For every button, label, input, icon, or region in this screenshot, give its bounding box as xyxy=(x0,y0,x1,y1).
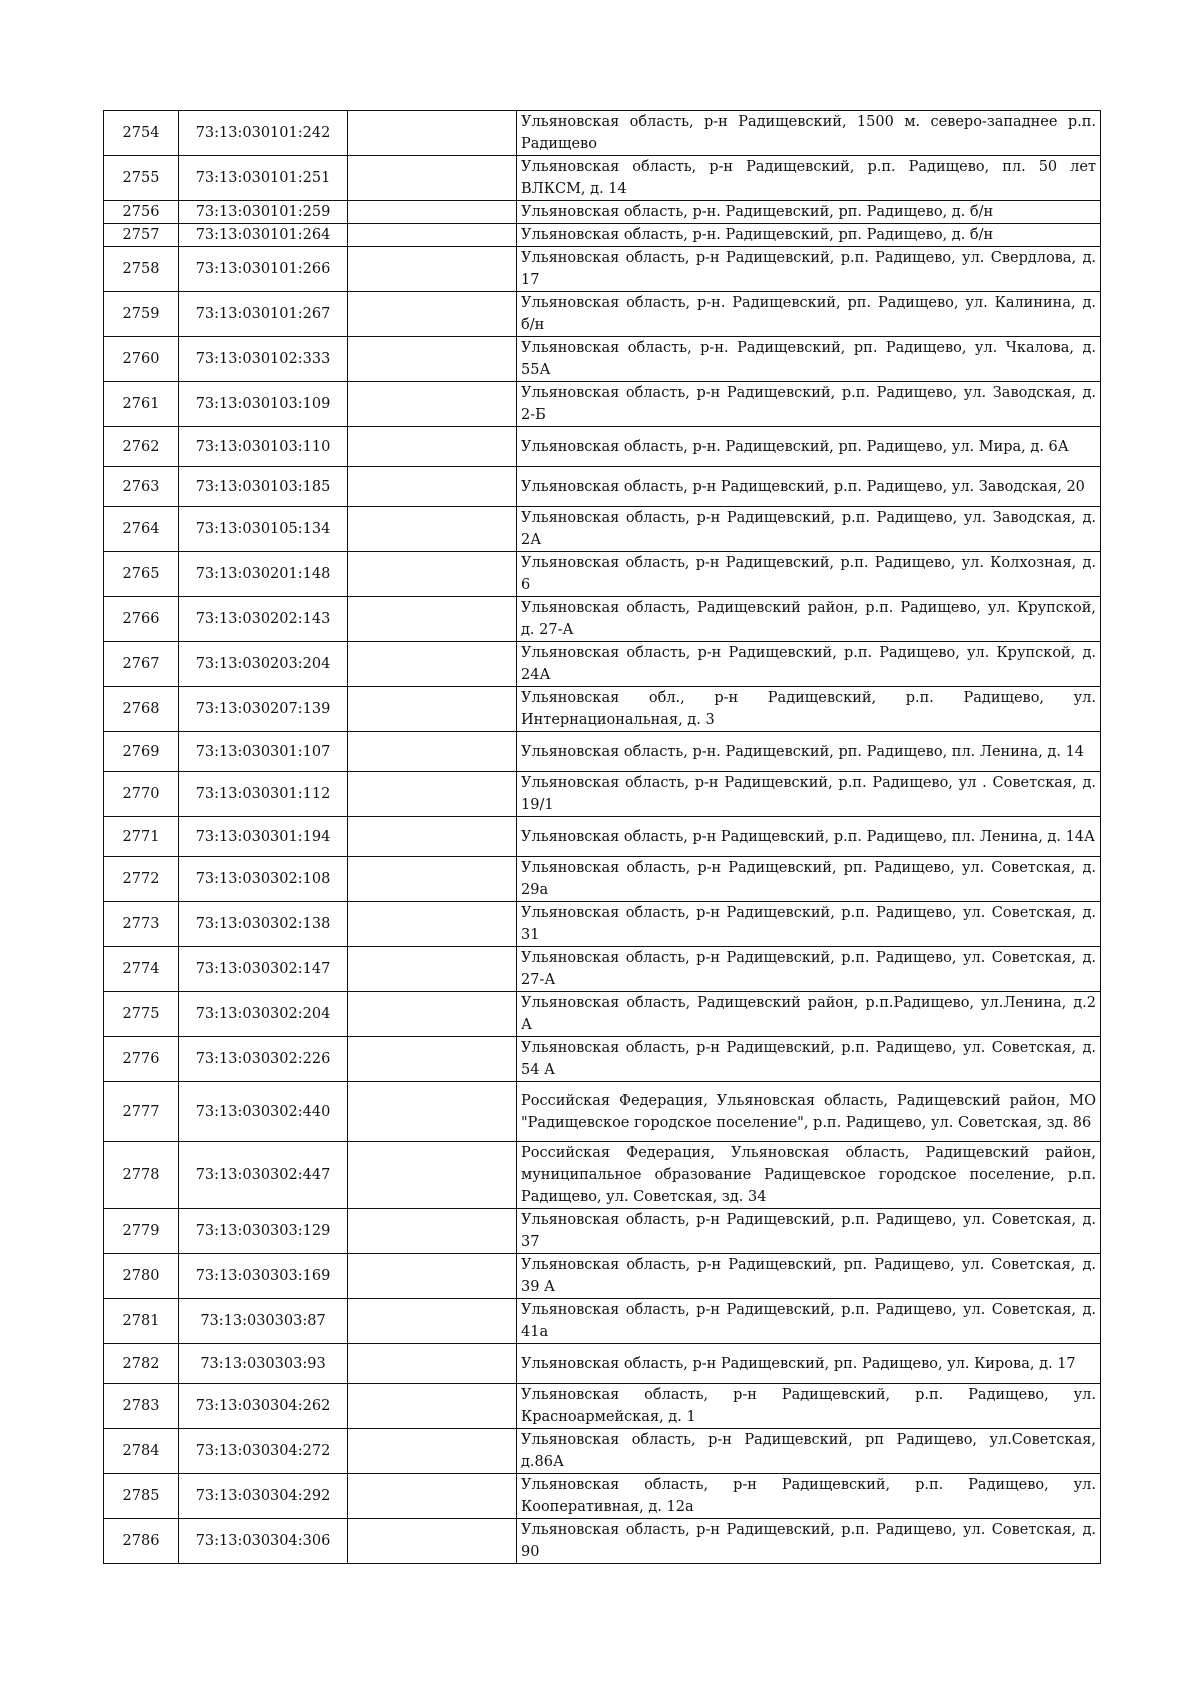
row-number-cell: 2782 xyxy=(104,1344,179,1384)
table-row xyxy=(104,857,1101,902)
empty-cell xyxy=(348,1082,517,1142)
empty-cell xyxy=(348,467,517,507)
address-cell: Ульяновская область, р-н Радищевский, р.п. Радищево, ул. Кооперативная, д. 12а xyxy=(517,1474,1101,1519)
row-number-cell: 2763 xyxy=(104,467,179,507)
row-number-cell: 2781 xyxy=(104,1299,179,1344)
address-cell: Ульяновская область, р-н Радищевский, р.п. Радищево, ул. Заводская, 20 xyxy=(517,467,1101,507)
cadastral-number-cell: 73:13:030101:264 xyxy=(179,224,348,247)
address-cell: Ульяновская обл., р-н Радищевский, р.п. Радищево, ул. Интернациональная, д. 3 xyxy=(517,687,1101,732)
empty-cell xyxy=(348,224,517,247)
table-row xyxy=(104,382,1101,427)
row-number-cell: 2754 xyxy=(104,111,179,156)
cadastral-number-cell: 73:13:030201:148 xyxy=(179,552,348,597)
empty-cell xyxy=(348,507,517,552)
row-number-cell: 2756 xyxy=(104,201,179,224)
address-cell: Ульяновская область, р-н Радищевский, р.п. Радищево, ул. Советская, д. 54 А xyxy=(517,1037,1101,1082)
address-cell: Ульяновская область, р-н Радищевский, рп. Радищево, ул. Кирова, д. 17 xyxy=(517,1344,1101,1384)
empty-cell xyxy=(348,642,517,687)
address-cell: Ульяновская область, р-н. Радищевский, рп. Радищево, ул. Калинина, д. б/н xyxy=(517,292,1101,337)
cadastral-number-cell: 73:13:030207:139 xyxy=(179,687,348,732)
cadastral-number-cell: 73:13:030203:204 xyxy=(179,642,348,687)
table-row xyxy=(104,817,1101,857)
table-row xyxy=(104,1299,1101,1344)
address-cell: Ульяновская область, Радищевский район, р.п. Радищево, ул. Крупской, д. 27-А xyxy=(517,597,1101,642)
table-row xyxy=(104,1142,1101,1209)
address-cell: Ульяновская область, р-н Радищевский, р.п. Радищево, ул. Советская, д. 41а xyxy=(517,1299,1101,1344)
address-cell: Ульяновская область, р-н Радищевский, р.п. Радищево, ул. Заводская, д. 2-Б xyxy=(517,382,1101,427)
cadastral-number-cell: 73:13:030301:112 xyxy=(179,772,348,817)
address-cell: Ульяновская область, р-н Радищевский, р.п. Радищево, ул. Советская, д. 31 xyxy=(517,902,1101,947)
address-cell: Ульяновская область, р-н Радищевский, р.п. Радищево, ул. Советская, д. 27-А xyxy=(517,947,1101,992)
address-cell: Ульяновская область, р-н Радищевский, р.п. Радищево, пл. Ленина, д. 14А xyxy=(517,817,1101,857)
empty-cell xyxy=(348,1519,517,1564)
row-number-cell: 2764 xyxy=(104,507,179,552)
table-row xyxy=(104,552,1101,597)
empty-cell xyxy=(348,111,517,156)
cadastral-number-cell: 73:13:030303:169 xyxy=(179,1254,348,1299)
cadastral-number-cell: 73:13:030303:93 xyxy=(179,1344,348,1384)
table-row xyxy=(104,1037,1101,1082)
empty-cell xyxy=(348,1254,517,1299)
cadastral-number-cell: 73:13:030303:129 xyxy=(179,1209,348,1254)
empty-cell xyxy=(348,817,517,857)
row-number-cell: 2769 xyxy=(104,732,179,772)
address-cell: Ульяновская область, р-н Радищевский, рп Радищево, ул.Советская, д.86А xyxy=(517,1429,1101,1474)
cadastral-number-cell: 73:13:030304:292 xyxy=(179,1474,348,1519)
table-row xyxy=(104,427,1101,467)
empty-cell xyxy=(348,247,517,292)
table-row xyxy=(104,1082,1101,1142)
cadastral-number-cell: 73:13:030302:226 xyxy=(179,1037,348,1082)
cadastral-number-cell: 73:13:030302:108 xyxy=(179,857,348,902)
address-cell: Ульяновская область, р-н Радищевский, р.п. Радищево, пл. 50 лет ВЛКСМ, д. 14 xyxy=(517,156,1101,201)
cadastral-number-cell: 73:13:030101:251 xyxy=(179,156,348,201)
cadastral-number-cell: 73:13:030304:272 xyxy=(179,1429,348,1474)
cadastral-number-cell: 73:13:030303:87 xyxy=(179,1299,348,1344)
row-number-cell: 2762 xyxy=(104,427,179,467)
cadastral-number-cell: 73:13:030302:440 xyxy=(179,1082,348,1142)
address-cell: Ульяновская область, р-н. Радищевский, рп. Радищево, д. б/н xyxy=(517,224,1101,247)
row-number-cell: 2768 xyxy=(104,687,179,732)
empty-cell xyxy=(348,1474,517,1519)
cadastral-number-cell: 73:13:030202:143 xyxy=(179,597,348,642)
empty-cell xyxy=(348,337,517,382)
empty-cell xyxy=(348,1299,517,1344)
row-number-cell: 2770 xyxy=(104,772,179,817)
cadastral-number-cell: 73:13:030102:333 xyxy=(179,337,348,382)
row-number-cell: 2776 xyxy=(104,1037,179,1082)
row-number-cell: 2771 xyxy=(104,817,179,857)
row-number-cell: 2760 xyxy=(104,337,179,382)
empty-cell xyxy=(348,382,517,427)
cadastral-number-cell: 73:13:030103:185 xyxy=(179,467,348,507)
address-cell: Ульяновская область, р-н. Радищевский, рп. Радищево, пл. Ленина, д. 14 xyxy=(517,732,1101,772)
cadastral-number-cell: 73:13:030101:242 xyxy=(179,111,348,156)
empty-cell xyxy=(348,687,517,732)
address-cell: Ульяновская область, р-н Радищевский, р.п. Радищево, ул. Крупской, д. 24А xyxy=(517,642,1101,687)
table-row xyxy=(104,247,1101,292)
address-cell: Ульяновская область, р-н Радищевский, р.п. Радищево, ул. Красноармейская, д. 1 xyxy=(517,1384,1101,1429)
row-number-cell: 2784 xyxy=(104,1429,179,1474)
empty-cell xyxy=(348,156,517,201)
empty-cell xyxy=(348,857,517,902)
row-number-cell: 2772 xyxy=(104,857,179,902)
row-number-cell: 2755 xyxy=(104,156,179,201)
row-number-cell: 2767 xyxy=(104,642,179,687)
row-number-cell: 2777 xyxy=(104,1082,179,1142)
address-cell: Ульяновская область, р-н Радищевский, р.п. Радищево, ул . Советская, д. 19/1 xyxy=(517,772,1101,817)
address-cell: Ульяновская область, р-н Радищевский, 1500 м. северо-западнее р.п. Радищево xyxy=(517,111,1101,156)
table-row xyxy=(104,224,1101,247)
table-row xyxy=(104,687,1101,732)
row-number-cell: 2778 xyxy=(104,1142,179,1209)
row-number-cell: 2761 xyxy=(104,382,179,427)
table-row xyxy=(104,642,1101,687)
empty-cell xyxy=(348,1037,517,1082)
empty-cell xyxy=(348,201,517,224)
empty-cell xyxy=(348,992,517,1037)
address-cell: Ульяновская область, р-н Радищевский, рп. Радищево, ул. Советская, д. 39 А xyxy=(517,1254,1101,1299)
cadastral-number-cell: 73:13:030302:147 xyxy=(179,947,348,992)
table-row xyxy=(104,292,1101,337)
address-cell: Ульяновская область, р-н. Радищевский, рп. Радищево, ул. Чкалова, д. 55А xyxy=(517,337,1101,382)
cadastral-number-cell: 73:13:030101:267 xyxy=(179,292,348,337)
cadastral-number-cell: 73:13:030304:262 xyxy=(179,1384,348,1429)
address-cell: Российская Федерация, Ульяновская область, Радищевский район, муниципальное образование Радищевское городское поселение, р.п. Радищево, ул. Советская, зд. 34 xyxy=(517,1142,1101,1209)
table-row xyxy=(104,507,1101,552)
row-number-cell: 2759 xyxy=(104,292,179,337)
row-number-cell: 2765 xyxy=(104,552,179,597)
address-cell: Ульяновская область, Радищевский район, р.п.Радищево, ул.Ленина, д.2 А xyxy=(517,992,1101,1037)
cadastral-number-cell: 73:13:030301:194 xyxy=(179,817,348,857)
address-cell: Ульяновская область, р-н Радищевский, рп. Радищево, ул. Советская, д. 29а xyxy=(517,857,1101,902)
address-cell: Российская Федерация, Ульяновская область, Радищевский район, МО "Радищевское городское поселение", р.п. Радищево, ул. Советская, зд. 86 xyxy=(517,1082,1101,1142)
table-row xyxy=(104,992,1101,1037)
table-row xyxy=(104,1384,1101,1429)
table-body xyxy=(104,111,1101,1564)
property-register-table xyxy=(103,110,1101,1564)
cadastral-number-cell: 73:13:030302:447 xyxy=(179,1142,348,1209)
table-row xyxy=(104,597,1101,642)
table-row xyxy=(104,1474,1101,1519)
address-cell: Ульяновская область, р-н Радищевский, р.п. Радищево, ул. Заводская, д. 2А xyxy=(517,507,1101,552)
cadastral-number-cell: 73:13:030302:138 xyxy=(179,902,348,947)
table-row xyxy=(104,772,1101,817)
table-row xyxy=(104,947,1101,992)
row-number-cell: 2780 xyxy=(104,1254,179,1299)
cadastral-number-cell: 73:13:030301:107 xyxy=(179,732,348,772)
empty-cell xyxy=(348,1429,517,1474)
cadastral-number-cell: 73:13:030101:259 xyxy=(179,201,348,224)
row-number-cell: 2758 xyxy=(104,247,179,292)
address-cell: Ульяновская область, р-н Радищевский, р.п. Радищево, ул. Советская, д. 37 xyxy=(517,1209,1101,1254)
row-number-cell: 2785 xyxy=(104,1474,179,1519)
row-number-cell: 2779 xyxy=(104,1209,179,1254)
table-row xyxy=(104,902,1101,947)
table-row xyxy=(104,1429,1101,1474)
empty-cell xyxy=(348,947,517,992)
row-number-cell: 2773 xyxy=(104,902,179,947)
row-number-cell: 2774 xyxy=(104,947,179,992)
empty-cell xyxy=(348,902,517,947)
empty-cell xyxy=(348,1209,517,1254)
row-number-cell: 2766 xyxy=(104,597,179,642)
table-row xyxy=(104,1209,1101,1254)
address-cell: Ульяновская область, р-н. Радищевский, рп. Радищево, д. б/н xyxy=(517,201,1101,224)
table-row xyxy=(104,1344,1101,1384)
cadastral-number-cell: 73:13:030302:204 xyxy=(179,992,348,1037)
table-row xyxy=(104,467,1101,507)
table-row xyxy=(104,337,1101,382)
empty-cell xyxy=(348,1142,517,1209)
cadastral-number-cell: 73:13:030103:109 xyxy=(179,382,348,427)
address-cell: Ульяновская область, р-н Радищевский, р.п. Радищево, ул. Свердлова, д. 17 xyxy=(517,247,1101,292)
empty-cell xyxy=(348,552,517,597)
row-number-cell: 2775 xyxy=(104,992,179,1037)
cadastral-number-cell: 73:13:030103:110 xyxy=(179,427,348,467)
cadastral-number-cell: 73:13:030101:266 xyxy=(179,247,348,292)
empty-cell xyxy=(348,732,517,772)
row-number-cell: 2757 xyxy=(104,224,179,247)
empty-cell xyxy=(348,427,517,467)
address-cell: Ульяновская область, р-н. Радищевский, рп. Радищево, ул. Мира, д. 6А xyxy=(517,427,1101,467)
address-cell: Ульяновская область, р-н Радищевский, р.п. Радищево, ул. Колхозная, д. 6 xyxy=(517,552,1101,597)
empty-cell xyxy=(348,292,517,337)
row-number-cell: 2783 xyxy=(104,1384,179,1429)
address-cell: Ульяновская область, р-н Радищевский, р.п. Радищево, ул. Советская, д. 90 xyxy=(517,1519,1101,1564)
empty-cell xyxy=(348,1384,517,1429)
empty-cell xyxy=(348,772,517,817)
table-row xyxy=(104,1519,1101,1564)
empty-cell xyxy=(348,597,517,642)
empty-cell xyxy=(348,1344,517,1384)
cadastral-number-cell: 73:13:030304:306 xyxy=(179,1519,348,1564)
table-row xyxy=(104,732,1101,772)
table-row xyxy=(104,1254,1101,1299)
table-row xyxy=(104,156,1101,201)
table-row xyxy=(104,111,1101,156)
table-row xyxy=(104,201,1101,224)
cadastral-number-cell: 73:13:030105:134 xyxy=(179,507,348,552)
row-number-cell: 2786 xyxy=(104,1519,179,1564)
